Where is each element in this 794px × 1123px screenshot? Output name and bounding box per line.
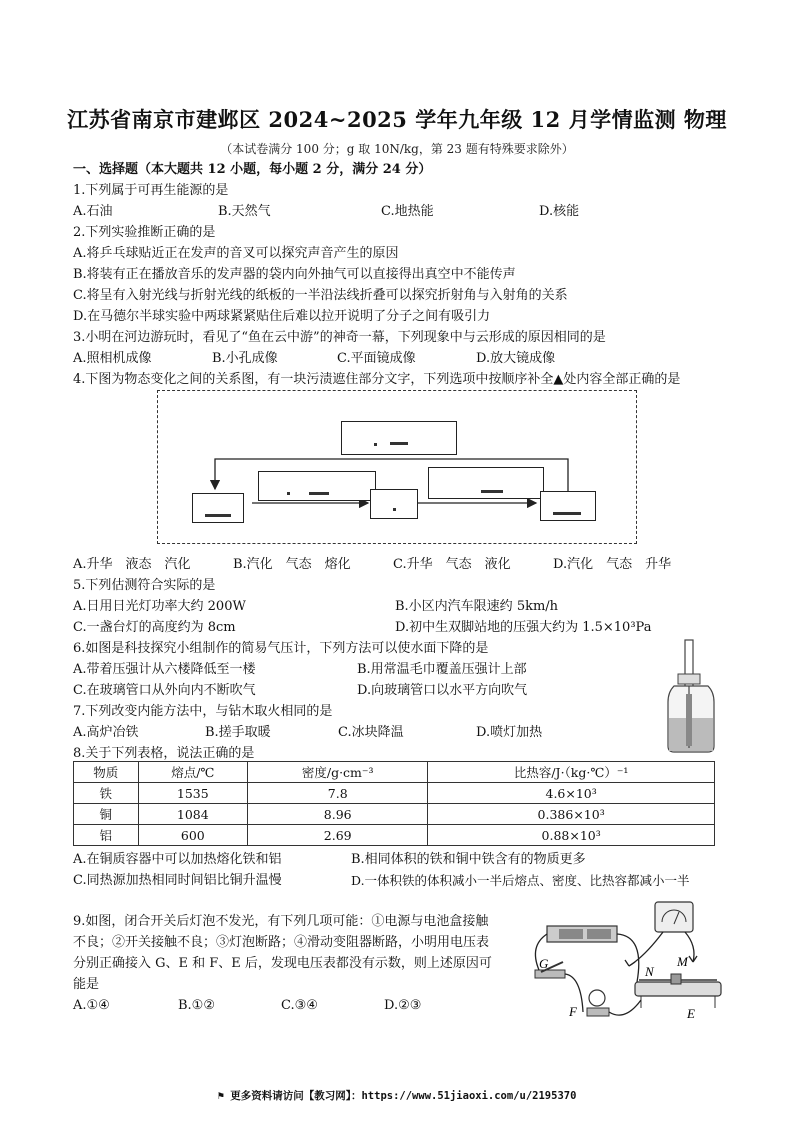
- table-cell: 2.69: [248, 825, 428, 846]
- q6-option-c: C.在玻璃管口从外向内不断吹气: [73, 683, 256, 698]
- table-cell: 600: [138, 825, 248, 846]
- q9-option-c: C.③④: [281, 998, 318, 1013]
- q8-option-b: B.相同体积的铁和铜中铁含有的物质更多: [351, 852, 586, 867]
- q9-stem-line-3: 分别正确接入 G、E 和 F、E 后，发现电压表都没有示数，则上述原因可: [73, 956, 492, 971]
- q5-option-b: B.小区内汽车限速约 5km/h: [395, 599, 559, 614]
- switch-icon: [535, 970, 565, 978]
- q1-option-c: C.地热能: [381, 204, 434, 219]
- q5-stem: 5.下列估测符合实际的是: [73, 578, 216, 593]
- q2-option-d: D.在马德尔半球实验中两球紧紧贴住后难以拉开说明了分子之间有吸引力: [73, 309, 491, 324]
- q6-option-d: D.向玻璃管口以水平方向吹气: [357, 683, 528, 698]
- table-header: 密度/g·cm⁻³: [248, 762, 428, 783]
- flag-icon: ⚑: [217, 1090, 231, 1102]
- diagram-box-left-label: [258, 471, 376, 501]
- table-header: 物质: [74, 762, 139, 783]
- properties-table: [73, 761, 715, 846]
- q2-option-b: B.将装有正在播放音乐的发声器的袋内向外抽气可以直接得出真空中不能传声: [73, 267, 516, 282]
- barometer-figure: [660, 636, 722, 756]
- bulb-icon: [589, 990, 605, 1006]
- table-header: 熔点/℃: [138, 762, 248, 783]
- q9-option-b: B.①②: [178, 998, 215, 1013]
- diagram-box-state-right: [540, 491, 596, 521]
- q3-stem: 3.小明在河边游玩时，看见了“鱼在云中游”的神奇一幕，下列现象中与云形成的原因相同的是: [73, 330, 606, 345]
- diagram-box-right-label: [428, 467, 544, 499]
- diagram-box-top: [341, 421, 457, 455]
- q9-stem-line-4: 能是: [73, 977, 100, 992]
- table-row: [74, 804, 715, 825]
- label-f: F: [569, 1004, 577, 1019]
- table-cell: 铜: [74, 804, 139, 825]
- q8-option-d: D.一体积铁的体积减小一半后熔点、密度、比热容都减小一半: [351, 873, 690, 888]
- q1-option-a: A.石油: [73, 204, 113, 219]
- label-g: G: [539, 956, 549, 971]
- page-subtitle: （本试卷满分 100 分；g 取 10N/kg，第 23 题有特殊要求除外）: [220, 142, 574, 156]
- q4-option-d: D.汽化 气态 升华: [553, 557, 672, 572]
- table-cell: 0.88×10³: [428, 825, 715, 846]
- q8-stem: 8.关于下列表格，说法正确的是: [73, 746, 255, 761]
- q6-option-b: B.用常温毛巾覆盖压强计上部: [357, 662, 527, 677]
- table-row: [74, 783, 715, 804]
- q4-option-c: C.升华 气态 液化: [393, 557, 511, 572]
- table-cell: 1535: [138, 783, 248, 804]
- q8-option-c: C.同热源加热相同时间铝比铜升温慢: [73, 873, 282, 888]
- q6-stem: 6.如图是科技探究小组制作的简易气压计，下列方法可以使水面下降的是: [73, 641, 489, 656]
- q3-option-c: C.平面镜成像: [337, 351, 416, 366]
- q5-option-d: D.初中生双脚站地的压强大约为 1.5×10³Pa: [395, 620, 652, 635]
- q9-option-d: D.②③: [384, 998, 422, 1013]
- q1-option-d: D.核能: [539, 204, 580, 219]
- q7-option-a: A.高炉冶铁: [73, 725, 139, 740]
- table-cell: 铁: [74, 783, 139, 804]
- table-cell: 1084: [138, 804, 248, 825]
- voltmeter-icon: [655, 902, 693, 932]
- footer-link[interactable]: [0, 1088, 794, 1103]
- q4-option-b: B.汽化 气态 熔化: [233, 557, 351, 572]
- diagram-box-state-middle: [370, 489, 418, 519]
- q6-option-a: A.带着压强计从六楼降低至一楼: [73, 662, 256, 677]
- label-m: M: [677, 954, 688, 969]
- circuit-figure: [525, 896, 735, 1032]
- section-heading: 一、选择题（本大题共 12 小题，每小题 2 分，满分 24 分）: [73, 162, 432, 177]
- label-e: E: [687, 1006, 695, 1021]
- q2-option-c: C.将呈有入射光线与折射光线的纸板的一半沿法线折叠可以探究折射角与入射角的关系: [73, 288, 568, 303]
- q5-option-a: A.日用日光灯功率大约 200W: [73, 599, 246, 614]
- label-n: N: [645, 964, 654, 979]
- state-change-diagram: [157, 390, 637, 544]
- q8-option-a: A.在铜质容器中可以加热熔化铁和铝: [73, 852, 282, 867]
- table-cell: 7.8: [248, 783, 428, 804]
- q3-option-b: B.小孔成像: [212, 351, 278, 366]
- q9-stem-line-1: 9.如图，闭合开关后灯泡不发光，有下列几项可能：①电源与电池盒接触: [73, 914, 489, 929]
- table-header: 比热容/J·（kg·℃）⁻¹: [428, 762, 715, 783]
- table-cell: 8.96: [248, 804, 428, 825]
- q1-option-b: B.天然气: [218, 204, 271, 219]
- q5-option-c: C.一盏台灯的高度约为 8cm: [73, 620, 236, 635]
- table-cell: 铝: [74, 825, 139, 846]
- diagram-box-state-left: [192, 493, 244, 523]
- q9-stem-line-2: 不良；②开关接触不良；③灯泡断路；④滑动变阻器断路，小明用电压表: [73, 935, 490, 950]
- q4-option-a: A.升华 液态 汽化: [73, 557, 191, 572]
- table-cell: 4.6×10³: [428, 783, 715, 804]
- q7-stem: 7.下列改变内能方法中，与钻木取火相同的是: [73, 704, 333, 719]
- footer-text: 更多资料请访问【教习网】：https://www.51jiaoxi.com/u/2195370: [230, 1090, 577, 1102]
- q3-option-d: D.放大镜成像: [476, 351, 556, 366]
- q9-option-a: A.①④: [73, 998, 110, 1013]
- q2-stem: 2.下列实验推断正确的是: [73, 225, 216, 240]
- table-row: [74, 825, 715, 846]
- page-title: 江苏省南京市建邺区 2024~2025 学年九年级 12 月学情监测 物理: [67, 107, 727, 132]
- q2-option-a: A.将乒乓球贴近正在发声的音叉可以探究声音产生的原因: [73, 246, 399, 261]
- q7-option-b: B.搓手取暖: [205, 725, 271, 740]
- q3-option-a: A.照相机成像: [73, 351, 152, 366]
- table-header-row: [74, 762, 715, 783]
- q1-stem: 1.下列属于可再生能源的是: [73, 183, 229, 198]
- table-cell: 0.386×10³: [428, 804, 715, 825]
- q4-stem: 4.下图为物态变化之间的关系图，有一块污渍遮住部分文字，下列选项中按顺序补全▲处内容全部正确的是: [73, 372, 681, 387]
- q7-option-c: C.冰块降温: [338, 725, 404, 740]
- q7-option-d: D.喷灯加热: [476, 725, 543, 740]
